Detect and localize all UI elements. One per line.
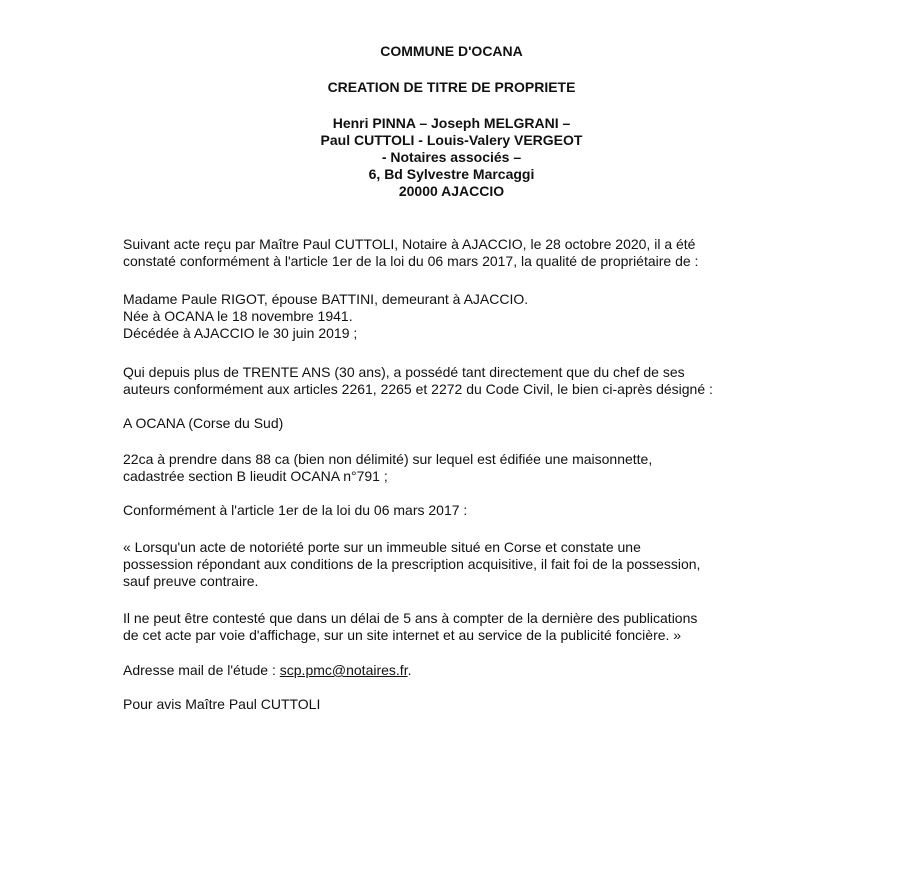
paragraph-line: A OCANA (Corse du Sud)	[123, 415, 284, 431]
paragraph-line: « Lorsqu'un acte de notoriété porte sur un immeuble situé en Corse et constate une	[123, 539, 641, 555]
paragraph-line: de cet acte par voie d'affichage, sur un site internet et au service de la publicité foncière. »	[123, 627, 682, 643]
paragraph-line: Conformément à l'article 1er de la loi du 06 mars 2017 :	[123, 502, 468, 518]
paragraph-law-reference	[123, 502, 783, 519]
paragraph-property	[123, 451, 783, 485]
paragraph-line: Pour avis Maître Paul CUTTOLI	[123, 696, 321, 712]
paragraph-line: Il ne peut être contesté que dans un délai de 5 ans à compter de la dernière des publications	[123, 610, 698, 626]
paragraph-line: cadastrée section B lieudit OCANA n°791 ;	[123, 468, 388, 484]
paragraph-line: sauf preuve contraire.	[123, 573, 259, 589]
paragraph-act	[123, 236, 783, 270]
paragraph-line: Née à OCANA le 18 novembre 1941.	[123, 308, 353, 324]
paragraph-possession	[123, 364, 783, 398]
paragraph-line: Madame Paule RIGOT, épouse BATTINI, demeurant à AJACCIO.	[123, 291, 529, 307]
paragraph-line: Qui depuis plus de TRENTE ANS (30 ans), a possédé tant directement que du chef de ses	[123, 364, 685, 380]
email-label: Adresse mail de l'étude :	[123, 662, 280, 678]
notaries-line-1: Henri PINNA – Joseph MELGRANI –	[332, 115, 571, 131]
paragraph-line: 22ca à prendre dans 88 ca (bien non délimité) sur lequel est édifiée une maisonnette,	[123, 451, 653, 467]
paragraph-line: auteurs conformément aux articles 2261, 2265 et 2272 du Code Civil, le bien ci-après désigné :	[123, 381, 713, 397]
paragraph-line: possession répondant aux conditions de la prescription acquisitive, il fait foi de la possession,	[123, 556, 701, 572]
document-title: CREATION DE TITRE DE PROPRIETE	[327, 79, 576, 95]
notaries-line-2: Paul CUTTOLI - Louis-Valery VERGEOT	[320, 132, 583, 148]
paragraph-contestation	[123, 610, 783, 644]
notaries-line-3: - Notaires associés –	[381, 149, 522, 165]
paragraph-location	[123, 415, 783, 432]
email-line	[123, 662, 783, 679]
email-link[interactable]: scp.pmc@notaires.fr	[279, 662, 408, 678]
paragraph-line: Décédée à AJACCIO le 30 juin 2019 ;	[123, 325, 358, 341]
paragraph-quote	[123, 539, 783, 590]
paragraph-line: Suivant acte reçu par Maître Paul CUTTOLI, Notaire à AJACCIO, le 28 octobre 2020, il a été	[123, 236, 696, 252]
paragraph-owner	[123, 291, 783, 342]
email-suffix: .	[407, 662, 412, 678]
address-line-2: 20000 AJACCIO	[398, 183, 505, 199]
paragraph-signature	[123, 696, 783, 713]
notaries-block	[0, 115, 903, 200]
address-line-1: 6, Bd Sylvestre Marcaggi	[368, 166, 535, 182]
paragraph-email	[123, 662, 783, 679]
commune-heading: COMMUNE D'OCANA	[380, 43, 523, 59]
paragraph-line: constaté conformément à l'article 1er de la loi du 06 mars 2017, la qualité de propriétaire de :	[123, 253, 699, 269]
